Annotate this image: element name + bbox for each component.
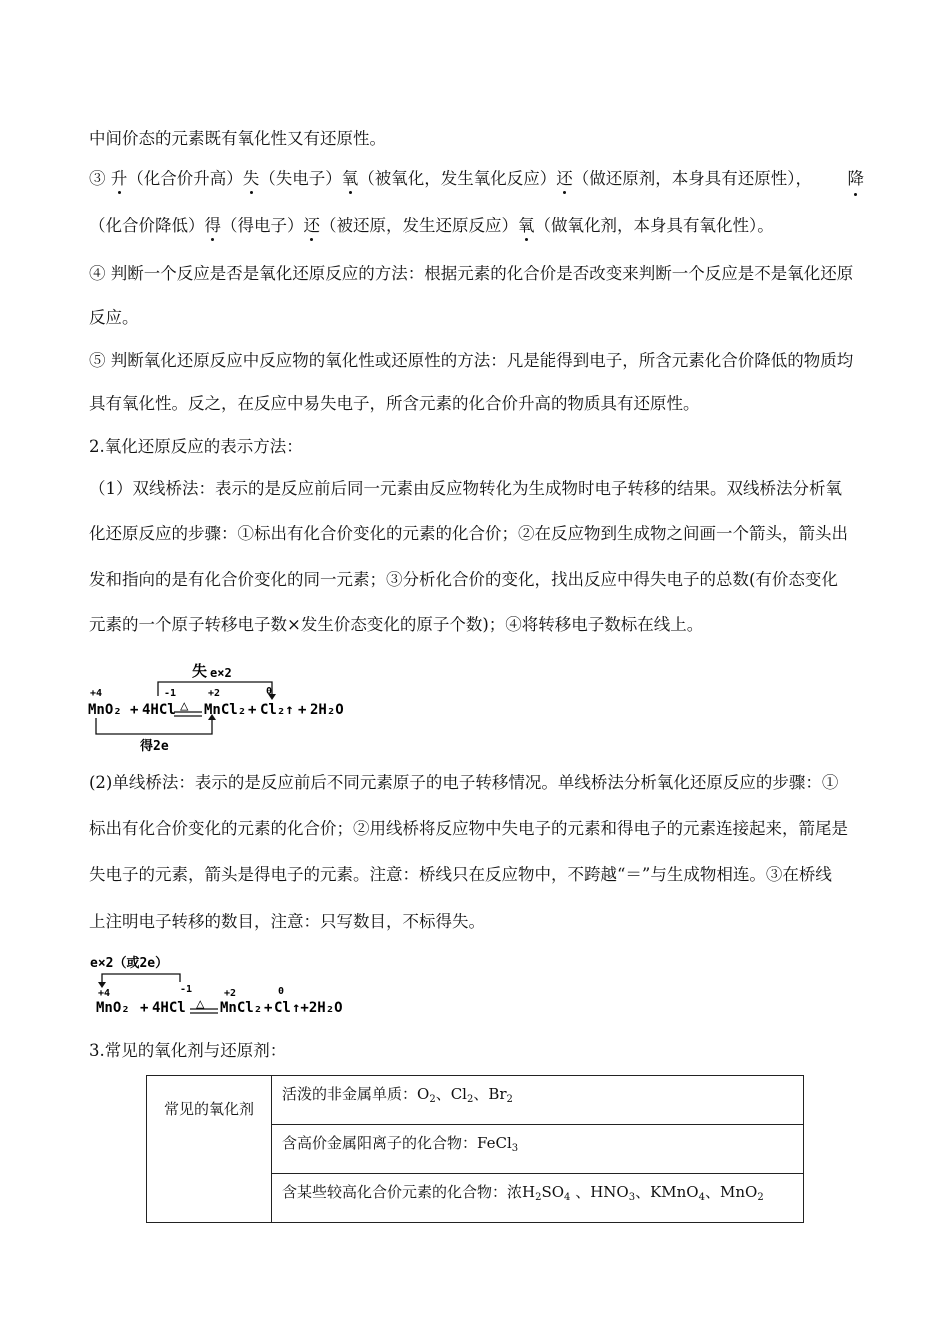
subscript: 4 bbox=[564, 1192, 571, 1203]
text-line bbox=[89, 168, 864, 190]
oxidizer-table bbox=[146, 1075, 804, 1223]
lose-label: 失 bbox=[192, 662, 208, 680]
text-span: （化合价降低） bbox=[89, 216, 205, 235]
text-span: （做还原剂，本身具有还原性）， bbox=[572, 169, 812, 188]
gain-label: 得2e bbox=[140, 739, 169, 752]
oxidation-state: 0 bbox=[266, 686, 273, 697]
text-line: ④ 判断一个反应是否是氧化还原反应的方法：根据元素的化合价是否改变来判断一个反应是不是氧化还原 bbox=[89, 264, 854, 283]
text-span: （失电子） bbox=[259, 169, 342, 188]
text-line: 标出有化合价变化的元素的化合价；②用线桥将反应物中失电子的元素和得电子的元素连接起来，箭尾是 bbox=[89, 819, 848, 838]
double-bridge-diagram bbox=[84, 656, 374, 752]
table-cell bbox=[272, 1076, 804, 1125]
subscript: 2 bbox=[506, 1094, 513, 1105]
text-line bbox=[89, 215, 864, 237]
formula: MnCl₂ bbox=[220, 1000, 263, 1016]
oxidation-state: +2 bbox=[224, 988, 237, 999]
cell-text: 、Br bbox=[473, 1085, 507, 1103]
formula: Cl bbox=[274, 1000, 291, 1016]
formula: MnO₂ bbox=[96, 1000, 130, 1016]
text-span: ③ bbox=[89, 169, 111, 188]
cell-text: 、MnO bbox=[704, 1183, 758, 1201]
text-span: （得电子） bbox=[221, 216, 304, 235]
text-span: （做氧化剂，本身具有氧化性）。 bbox=[534, 216, 774, 235]
formula: 2H₂O bbox=[310, 702, 344, 718]
subscript: 4 bbox=[698, 1192, 705, 1203]
text-span: （被还原，发生还原反应） bbox=[320, 216, 518, 235]
emphasis-char: 氧 bbox=[518, 216, 535, 235]
text-line: 上注明电子转移的数目，注意：只写数目，不标得失。 bbox=[89, 912, 485, 931]
text-line: 中间价态的元素既有氧化性又有还原性。 bbox=[89, 129, 386, 148]
cell-text: 、KMnO bbox=[635, 1183, 699, 1201]
emphasis-char: 失 bbox=[242, 169, 260, 188]
text-span: （化合价升高） bbox=[127, 169, 243, 188]
plus-sign: + bbox=[140, 1000, 149, 1016]
subscript: 2 bbox=[466, 1094, 474, 1105]
formula: MnO₂ bbox=[88, 702, 122, 718]
text-line: 失电子的元素，箭头是得电子的元素。注意：桥线只在反应物中，不跨越“＝”与生成物相连。③在桥线 bbox=[89, 865, 832, 884]
cell-text: 含某些较高化合价元素的化合物：浓H bbox=[282, 1183, 536, 1201]
transfer-label: e×2（或2e） bbox=[90, 956, 169, 971]
plus-sign: + bbox=[248, 702, 257, 718]
emphasis-char: 还 bbox=[303, 216, 320, 235]
section-heading: 3.常见的氧化剂与还原剂： bbox=[89, 1041, 287, 1060]
subscript: 2 bbox=[429, 1094, 436, 1105]
text-line: 元素的一个原子转移电子数×发生价态变化的原子个数)；④将转移电子数标在线上。 bbox=[89, 615, 704, 634]
section-heading: 2.氧化还原反应的表示方法： bbox=[89, 437, 303, 456]
text-line: （1）双线桥法：表示的是反应前后同一元素由反应物转化为生成物时电子转移的结果。双线桥法分析氧 bbox=[89, 479, 842, 498]
text-line: ⑤ 判断氧化还原反应中反应物的氧化性或还原性的方法：凡是能得到电子，所含元素化合价降低的物质均 bbox=[89, 351, 854, 370]
text-line: (2)单线桥法：表示的是反应前后不同元素原子的电子转移情况。单线桥法分析氧化还原反应的步骤：① bbox=[89, 773, 839, 792]
heat-symbol: △ bbox=[196, 996, 205, 1012]
emphasis-char: 降 bbox=[847, 169, 864, 188]
table-category-cell: 常见的氧化剂 bbox=[147, 1076, 272, 1223]
table-row bbox=[147, 1076, 804, 1125]
table-cell bbox=[272, 1174, 804, 1223]
oxidation-state: -1 bbox=[164, 688, 177, 699]
subscript: 2 bbox=[757, 1192, 764, 1203]
table-cell bbox=[272, 1125, 804, 1174]
emphasis-char: 得 bbox=[204, 216, 221, 235]
heat-symbol: △ bbox=[180, 698, 189, 714]
formula: ↑+2H₂O bbox=[292, 1000, 343, 1016]
plus-sign: + bbox=[264, 1000, 273, 1016]
subscript: 2 bbox=[535, 1192, 542, 1203]
formula: 4HCl bbox=[142, 702, 176, 718]
text-line: 具有氧化性。反之，在反应中易失电子，所含元素的化合价升高的物质具有还原性。 bbox=[89, 394, 700, 413]
oxidation-state: 0 bbox=[278, 986, 285, 997]
plus-sign: + bbox=[130, 702, 139, 718]
oxidation-state: +2 bbox=[208, 688, 221, 699]
emphasis-char: 氧 bbox=[341, 169, 359, 188]
text-span: （被氧化，发生氧化反应） bbox=[358, 169, 557, 188]
subscript: 3 bbox=[511, 1143, 519, 1154]
cell-text: 、Cl bbox=[435, 1085, 467, 1103]
text-line: 反应。 bbox=[89, 308, 139, 327]
formula: MnCl₂ bbox=[204, 702, 247, 718]
oxidation-state: -1 bbox=[180, 984, 193, 995]
single-bridge-diagram bbox=[84, 952, 374, 1016]
lose-count: e×2 bbox=[210, 666, 232, 680]
oxidation-state: +4 bbox=[98, 988, 111, 999]
formula: Cl₂↑ bbox=[260, 702, 294, 718]
text-line: 化还原反应的步骤：①标出有化合价变化的元素的化合价；②在反应物到生成物之间画一个箭头，箭头出 bbox=[89, 524, 848, 543]
plus-sign: + bbox=[298, 702, 307, 718]
emphasis-char: 升 bbox=[110, 169, 128, 188]
oxidation-state: +4 bbox=[90, 688, 103, 699]
emphasis-char: 还 bbox=[556, 169, 573, 188]
text-line: 发和指向的是有化合价变化的同一元素；③分析化合价的变化，找出反应中得失电子的总数(有价态变化 bbox=[89, 570, 838, 589]
cell-text: 活泼的非金属单质：O bbox=[282, 1085, 430, 1103]
subscript: 3 bbox=[628, 1192, 636, 1203]
cell-text: 、HNO bbox=[570, 1183, 629, 1201]
formula: 4HCl bbox=[152, 1000, 186, 1016]
cell-text: SO bbox=[541, 1183, 565, 1201]
cell-text: 含高价金属阳离子的化合物：FeCl bbox=[282, 1134, 512, 1152]
